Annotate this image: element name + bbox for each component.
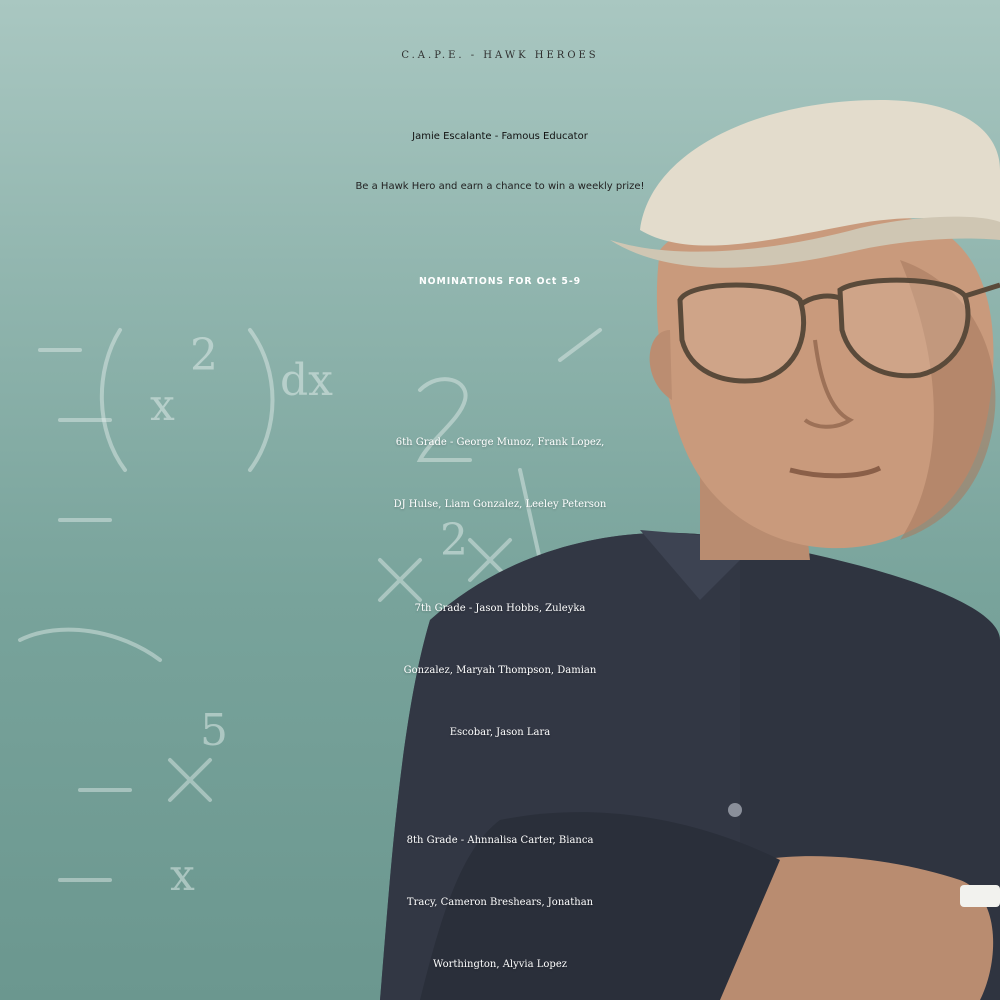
sixth-grade-line: 6th Grade - George Munoz, Frank Lopez, (395, 437, 605, 448)
seventh-grade-line: Escobar, Jason Lara (449, 727, 551, 738)
eighth-grade-line: Worthington, Alyvia Lopez (432, 959, 568, 970)
eighth-grade-line: Tracy, Cameron Breshears, Jonathan (406, 897, 594, 908)
tagline: Be a Hawk Hero and earn a chance to win a weekly prize! (355, 181, 645, 192)
chalk-mark: 5 (200, 705, 228, 756)
sixth-grade-line: DJ Hulse, Liam Gonzalez, Leeley Peterson (393, 499, 607, 510)
eighth-grade-line: 8th Grade - Ahnnalisa Carter, Bianca (406, 835, 594, 846)
seventh-grade-line: 7th Grade - Jason Hobbs, Zuleyka (414, 603, 586, 614)
chalk-mark: 2 (440, 515, 468, 566)
chalk-mark: 2 (190, 330, 218, 381)
educator-subtitle: Jamie Escalante - Famous Educator (412, 131, 588, 142)
chalk-mark: x (150, 380, 175, 431)
sixth-grade-nominees (0, 412, 1000, 536)
chalk-mark: dx (280, 355, 333, 406)
nominations-headline: NOMINATIONS FOR Oct 5-9 (418, 276, 582, 287)
seventh-grade-nominees (0, 578, 1000, 764)
chalk-mark: x (170, 850, 195, 901)
seventh-grade-line: Gonzalez, Maryah Thompson, Damian (403, 665, 597, 676)
page-title: C.A.P.E. - HAWK HEROES (401, 50, 599, 61)
eighth-grade-nominees (0, 810, 1000, 996)
